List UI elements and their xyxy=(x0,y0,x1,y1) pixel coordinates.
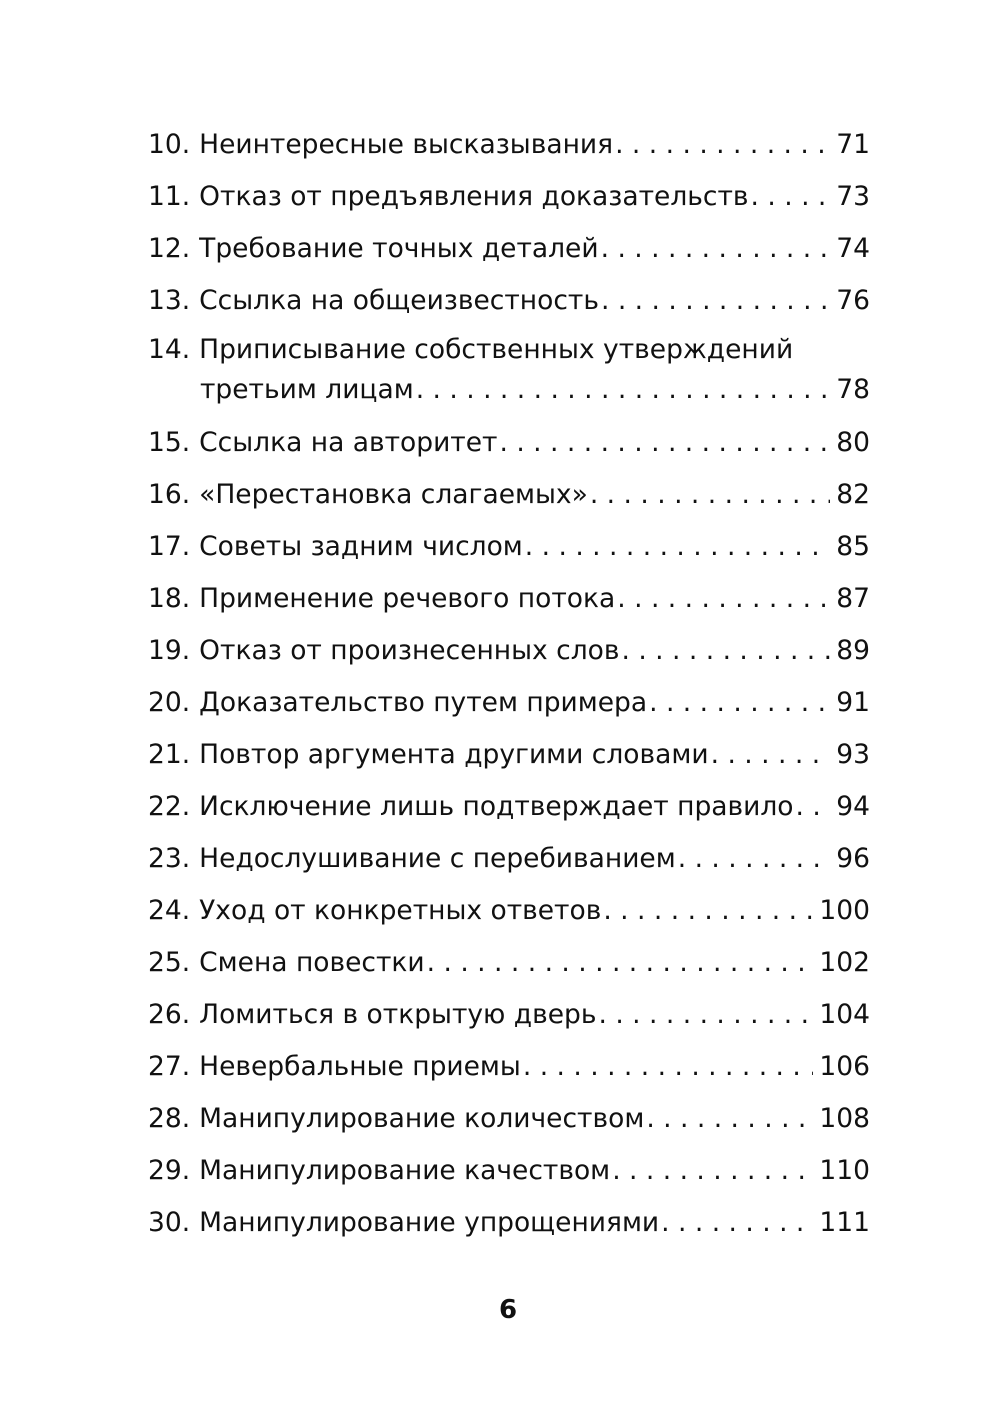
toc-entry-title: Неинтересные высказывания xyxy=(199,129,614,160)
toc-entry xyxy=(148,732,870,784)
toc-entry xyxy=(148,1200,870,1252)
toc-entry-number: 25. xyxy=(148,947,191,978)
toc-entry-number: 24. xyxy=(148,895,191,926)
dot-leader xyxy=(617,576,830,622)
dot-leader xyxy=(678,836,831,882)
toc-entry-page: 111 xyxy=(819,1207,870,1238)
toc-entry-title: Манипулирование качеством xyxy=(199,1155,611,1186)
toc-entry-number: 23. xyxy=(148,843,191,874)
toc-entry-page: 78 xyxy=(836,374,870,405)
dot-leader xyxy=(612,1148,813,1194)
toc-entry-page: 104 xyxy=(819,999,870,1030)
dot-leader xyxy=(416,370,831,410)
toc-entry-number: 11. xyxy=(148,181,191,212)
toc-entry-title: Требование точных деталей xyxy=(199,233,599,264)
toc-entry-title: Ссылка на авторитет xyxy=(199,427,498,458)
toc-entry-number: 10. xyxy=(148,129,191,160)
toc-entry-title: Советы задним числом xyxy=(199,531,523,562)
toc-entry-first-line xyxy=(148,330,870,370)
dot-leader xyxy=(590,472,830,518)
page-number: 6 xyxy=(498,1295,518,1325)
toc-entry-number: 14. xyxy=(148,334,191,365)
toc-entry-page: 73 xyxy=(836,181,870,212)
toc-entry-title-continuation: третьим лицам xyxy=(200,374,414,405)
toc-entry-title: Доказательство путем примера xyxy=(199,687,648,718)
toc-entry-title: Повтор аргумента другими словами xyxy=(199,739,709,770)
dot-leader xyxy=(711,732,831,778)
toc-entry-page: 94 xyxy=(836,791,870,822)
dot-leader xyxy=(649,680,830,726)
toc-entry-page: 76 xyxy=(836,285,870,316)
toc-entry xyxy=(148,888,870,940)
dot-leader xyxy=(646,1096,813,1142)
toc-entry-page: 100 xyxy=(819,895,870,926)
toc-entry-number: 29. xyxy=(148,1155,191,1186)
dot-leader xyxy=(427,940,814,986)
toc-entry-title: Смена повестки xyxy=(199,947,425,978)
toc-entry-continuation xyxy=(148,370,870,420)
toc-entry-page: 108 xyxy=(819,1103,870,1134)
dot-leader xyxy=(525,524,830,570)
dot-leader xyxy=(499,420,830,466)
toc-entry xyxy=(148,940,870,992)
toc-entry-number: 18. xyxy=(148,583,191,614)
dot-leader xyxy=(751,174,831,220)
toc-entry-title: Невербальные приемы xyxy=(199,1051,521,1082)
toc-entry-title: Приписывание собственных утверждений xyxy=(199,334,794,365)
dot-leader xyxy=(796,784,831,830)
toc-entry-page: 102 xyxy=(819,947,870,978)
toc-entry-title: Ссылка на общеизвестность xyxy=(199,285,599,316)
toc-entry-page: 93 xyxy=(836,739,870,770)
toc-entry-number: 13. xyxy=(148,285,191,316)
toc-entry-number: 28. xyxy=(148,1103,191,1134)
toc-entry xyxy=(148,628,870,680)
toc-entry xyxy=(148,174,870,226)
toc-entry-number: 30. xyxy=(148,1207,191,1238)
toc-entry-page: 91 xyxy=(836,687,870,718)
toc-entry-number: 26. xyxy=(148,999,191,1030)
toc-entry xyxy=(148,330,870,420)
toc-entry xyxy=(148,1044,870,1096)
toc-entry-title: Ломиться в открытую дверь xyxy=(199,999,597,1030)
toc-entry xyxy=(148,122,870,174)
dot-leader xyxy=(601,226,831,272)
toc-entry-title: Применение речевого потока xyxy=(199,583,616,614)
toc-entry xyxy=(148,1096,870,1148)
dot-leader xyxy=(523,1044,814,1090)
toc-entry-title: «Перестановка слагаемых» xyxy=(199,479,588,510)
toc-entry xyxy=(148,992,870,1044)
toc-entry-page: 74 xyxy=(836,233,870,264)
toc-entry xyxy=(148,524,870,576)
dot-leader xyxy=(603,888,813,934)
toc-entry xyxy=(148,1148,870,1200)
toc-entry xyxy=(148,420,870,472)
toc-entry-number: 27. xyxy=(148,1051,191,1082)
toc-entry xyxy=(148,278,870,330)
dot-leader xyxy=(598,992,813,1038)
toc-entry xyxy=(148,680,870,732)
toc-entry-title: Уход от конкретных ответов xyxy=(199,895,602,926)
table-of-contents xyxy=(148,122,870,1252)
toc-entry-number: 20. xyxy=(148,687,191,718)
dot-leader xyxy=(621,628,830,674)
toc-entry-title: Отказ от произнесенных слов xyxy=(199,635,620,666)
toc-entry-title: Исключение лишь подтверждает правило xyxy=(199,791,794,822)
toc-entry-page: 106 xyxy=(819,1051,870,1082)
dot-leader xyxy=(615,122,830,168)
toc-entry-page: 96 xyxy=(836,843,870,874)
toc-entry xyxy=(148,226,870,278)
toc-entry-title: Манипулирование количеством xyxy=(199,1103,645,1134)
toc-entry-title: Манипулирование упрощениями xyxy=(199,1207,660,1238)
toc-entry-title: Отказ от предъявления доказательств xyxy=(199,181,749,212)
toc-entry-page: 87 xyxy=(836,583,870,614)
toc-entry xyxy=(148,576,870,628)
toc-entry-title: Недослушивание с перебиванием xyxy=(199,843,676,874)
dot-leader xyxy=(661,1200,813,1246)
dot-leader xyxy=(601,278,830,324)
toc-entry-page: 82 xyxy=(836,479,870,510)
toc-entry-number: 16. xyxy=(148,479,191,510)
toc-entry xyxy=(148,784,870,836)
toc-entry-number: 19. xyxy=(148,635,191,666)
toc-entry-number: 15. xyxy=(148,427,191,458)
toc-entry-page: 89 xyxy=(836,635,870,666)
toc-entry-page: 110 xyxy=(819,1155,870,1186)
toc-entry-number: 17. xyxy=(148,531,191,562)
toc-entry xyxy=(148,472,870,524)
toc-entry-number: 22. xyxy=(148,791,191,822)
toc-entry-page: 71 xyxy=(836,129,870,160)
toc-entry-page: 85 xyxy=(836,531,870,562)
toc-entry xyxy=(148,836,870,888)
toc-entry-page: 80 xyxy=(836,427,870,458)
toc-entry-number: 21. xyxy=(148,739,191,770)
toc-entry-number: 12. xyxy=(148,233,191,264)
